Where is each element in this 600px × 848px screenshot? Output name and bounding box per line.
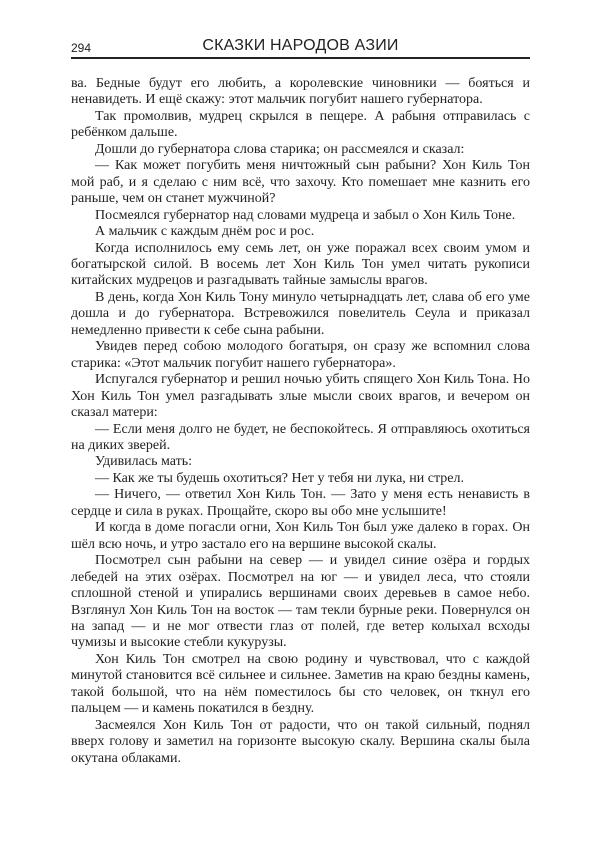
paragraph: Испугался губернатор и решил ночью убить спящего Хон Киль Тона. Но Хон Киль Тон умел разгадывать злые мысли своих врагов, и вечером он сказал матери: [71,372,530,421]
paragraph: Когда исполнилось ему семь лет, он уже поражал всех своим умом и богатырской силой. В восемь лет Хон Киль Тон умел читать рукописи китайских мудрецов и разгадывать тайные замыслы врагов. [71,240,530,289]
page-number: 294 [71,41,92,55]
paragraph: Увидев перед собою молодого богатыря, он сразу же вспомнил слова старика: «Этот мальчик погубит нашего губернатора». [71,339,530,371]
paragraph: Посмеялся губернатор над словами мудреца и забыл о Хон Киль Тоне. [95,207,516,223]
paragraph: — Если меня долго не будет, не беспокойтесь. Я отправляюсь охотиться на диких зверей. [71,421,530,453]
paragraph: — Ничего, — ответил Хон Киль Тон. — Зато у меня есть ненависть в сердце и сила в руках. Прощайте, скоро вы обо мне услышите! [71,487,530,519]
paragraph: Хон Киль Тон смотрел на свою родину и чувствовал, что с каждой минутой становится всё сильнее и сильнее. Заметив на краю бездны камень, такой большой, что на нём поместилось бы сто человек, он ткнул его пальцем — и камень покатился в бездну. [71,651,530,717]
paragraph: — Как же ты будешь охотиться? Нет у тебя ни лука, ни стрел. [95,470,464,486]
paragraph: — Как может погубить меня ничтожный сын рабыни? Хон Киль Тон мой раб, и я сделаю с ним всё, что захочу. Кто помешает мне казнить его раньше, чем он станет мужчиной? [71,158,530,207]
paragraph: Засмеялся Хон Киль Тон от радости, что он такой сильный, поднял вверх голову и заметил на горизонте высокую скалу. Вершина скалы была окутана облаками. [71,717,530,766]
paragraph: Дошли до губернатора слова старика; он рассмеялся и сказал: [95,141,465,157]
paragraph: А мальчик с каждым днём рос и рос. [95,224,315,240]
paragraph: И когда в доме погасли огни, Хон Киль Тон был уже далеко в горах. Он шёл всю ночь, и утро застало его на вершине высокой скалы. [71,520,530,552]
page-body [71,76,530,767]
running-title: СКАЗКИ НАРОДОВ АЗИИ [202,37,399,54]
paragraph: Так промолвив, мудрец скрылся в пещере. А рабыня отправилась с ребёнком дальше. [71,108,530,141]
paragraph: Удивилась мать: [95,454,192,470]
paragraph: В день, когда Хон Киль Тону минуло четырнадцать лет, слава об его уме дошла и до губернатора. Встревожился повелитель Сеула и приказал немедленно привести к себе сына рабыни. [71,289,530,338]
paragraph: Посмотрел сын рабыни на север — и увидел синие озёра и гордых лебедей на этих озёрах. Посмотрел на юг — и увидел леса, что стояли сплошной стеной и упирались вершинами своих деревьев в самое небо. Взглянул Хон Киль Тон на восток — там текли бурные реки. Повернулся он на запад — и не мог отвести глаз от полей, где ветер колыхал всходы чумизы и высокие стебли кукурузы. [71,553,530,651]
page-header [71,37,530,59]
paragraph: ва. Бедные будут его любить, а королевские чиновники — бояться и ненавидеть. И ещё скажу: этот мальчик погубит нашего губернатора. [71,76,530,108]
